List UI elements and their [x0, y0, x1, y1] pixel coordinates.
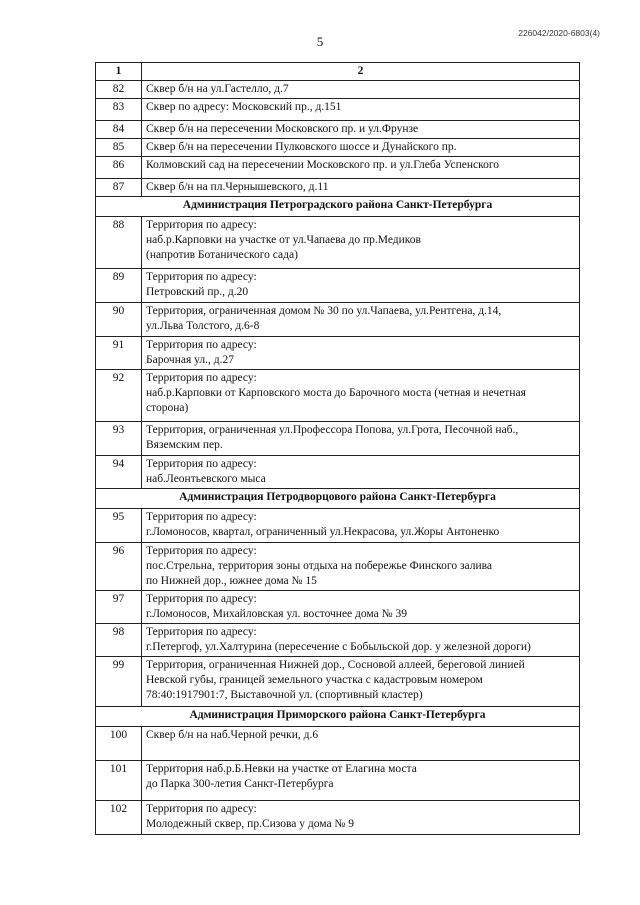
section-header-row	[96, 489, 580, 509]
section-title: Администрация Приморского района Санкт-Петербурга	[96, 707, 580, 727]
row-description	[142, 456, 580, 489]
row-number: 86	[96, 157, 142, 179]
description-line: Сквер б/н на ул.Гастелло, д.7	[146, 83, 289, 95]
description-line: Территория, ограниченная Нижней дор., Сосновой аллеей, береговой линией	[146, 659, 525, 671]
description-line: Территория, ограниченная домом № 30 по ул.Чапаева, ул.Рентгена, д.14,	[146, 305, 502, 317]
row-description	[142, 509, 580, 543]
column-header-description: 2	[142, 63, 580, 81]
row-number: 84	[96, 121, 142, 139]
description-line: Территория по адресу:	[146, 339, 257, 351]
row-number: 93	[96, 422, 142, 456]
row-number: 95	[96, 509, 142, 543]
description-line: Сквер по адресу: Московский пр., д.151	[146, 101, 342, 113]
row-number: 98	[96, 624, 142, 657]
row-description	[142, 370, 580, 422]
description-line: пос.Стрельна, территория зоны отдыха на побережье Финского залива	[146, 560, 492, 572]
description-line: Молодежный сквер, пр.Сизова у дома № 9	[146, 818, 355, 830]
row-description	[142, 99, 580, 121]
row-description	[142, 157, 580, 179]
table-row	[96, 422, 580, 456]
description-line: Территория по адресу:	[146, 593, 257, 605]
row-description	[142, 801, 580, 835]
section-title: Администрация Петроградского района Санкт-Петербурга	[96, 197, 580, 217]
table-row	[96, 121, 580, 139]
row-number: 102	[96, 801, 142, 835]
row-description	[142, 269, 580, 303]
table-row	[96, 543, 580, 591]
description-line: Сквер б/н на наб.Черной речки, д.6	[146, 729, 319, 741]
table-row	[96, 337, 580, 370]
description-line: наб.р.Карповки на участке от ул.Чапаева до пр.Медиков	[146, 234, 421, 246]
table-row	[96, 370, 580, 422]
description-line: (напротив Ботанического сада)	[146, 249, 298, 261]
table-row	[96, 624, 580, 657]
row-number: 89	[96, 269, 142, 303]
description-line: Территория по адресу:	[146, 458, 257, 470]
table-row	[96, 761, 580, 801]
row-number: 88	[96, 217, 142, 269]
table-row	[96, 179, 580, 197]
description-line: г.Ломоносов, квартал, ограниченный ул.Некрасова, ул.Жоры Антоненко	[146, 526, 500, 538]
table-row	[96, 727, 580, 761]
row-number: 90	[96, 303, 142, 337]
row-number: 96	[96, 543, 142, 591]
row-number: 94	[96, 456, 142, 489]
description-line: Территория по адресу:	[146, 372, 257, 384]
description-line: г.Петергоф, ул.Халтурина (пересечение с Бобыльской дор. у железной дороги)	[146, 641, 531, 653]
table-body	[96, 81, 580, 835]
description-line: до Парка 300-летия Санкт-Петербурга	[146, 778, 334, 790]
description-line: Невской губы, границей земельного участка с кадастровым номером	[146, 674, 483, 686]
description-line: Территория по адресу:	[146, 271, 257, 283]
table-row	[96, 99, 580, 121]
description-line: Барочная ул., д.27	[146, 354, 234, 366]
description-line: Территория, ограниченная ул.Профессора Попова, ул.Грота, Песочной наб.,	[146, 424, 519, 436]
description-line: сторона)	[146, 402, 189, 414]
description-line: Территория по адресу:	[146, 803, 257, 815]
table-row	[96, 591, 580, 624]
description-line: Территория по адресу:	[146, 626, 257, 638]
table-row	[96, 801, 580, 835]
row-number: 85	[96, 139, 142, 157]
description-line: Территория по адресу:	[146, 511, 257, 523]
row-number: 92	[96, 370, 142, 422]
table-row	[96, 303, 580, 337]
description-line: Вяземским пер.	[146, 439, 223, 451]
description-line: по Нижней дор., южнее дома № 15	[146, 575, 317, 587]
row-description	[142, 217, 580, 269]
row-number: 97	[96, 591, 142, 624]
row-number: 82	[96, 81, 142, 99]
description-line: наб.Леонтьевского мыса	[146, 473, 266, 485]
document-number: 226042/2020-6803(4)	[518, 28, 600, 38]
description-line: Территория по адресу:	[146, 219, 257, 231]
description-line: ул.Льва Толстого, д.6-8	[146, 320, 260, 332]
description-line: Петровский пр., д.20	[146, 286, 249, 298]
territory-table	[95, 62, 580, 835]
row-description	[142, 303, 580, 337]
row-description	[142, 121, 580, 139]
section-header-row	[96, 197, 580, 217]
section-title: Администрация Петродворцового района Санкт-Петербурга	[96, 489, 580, 509]
description-line: Сквер б/н на пересечении Пулковского шоссе и Дунайского пр.	[146, 141, 457, 153]
row-number: 100	[96, 727, 142, 761]
row-number: 87	[96, 179, 142, 197]
description-line: наб.р.Карповки от Карповского моста до Барочного моста (четная и нечетная	[146, 387, 526, 399]
row-description	[142, 761, 580, 801]
description-line: Сквер б/н на пересечении Московского пр. и ул.Фрунзе	[146, 123, 419, 135]
table-row	[96, 456, 580, 489]
row-number: 101	[96, 761, 142, 801]
row-description	[142, 543, 580, 591]
table-row	[96, 81, 580, 99]
table-header-row	[96, 63, 580, 81]
row-number: 99	[96, 657, 142, 707]
row-description	[142, 139, 580, 157]
description-line: Территория наб.р.Б.Невки на участке от Елагина моста	[146, 763, 417, 775]
page-number: 5	[316, 34, 324, 49]
row-description	[142, 591, 580, 624]
description-line: Территория по адресу:	[146, 545, 257, 557]
table-row	[96, 269, 580, 303]
table-row	[96, 509, 580, 543]
column-header-number: 1	[96, 63, 142, 81]
section-header-row	[96, 707, 580, 727]
row-number: 91	[96, 337, 142, 370]
description-line: г.Ломоносов, Михайловская ул. восточнее дома № 39	[146, 608, 407, 620]
table-row	[96, 657, 580, 707]
table-row	[96, 157, 580, 179]
row-description	[142, 727, 580, 761]
row-number: 83	[96, 99, 142, 121]
row-description	[142, 422, 580, 456]
row-description	[142, 179, 580, 197]
description-line: 78:40:1917901:7, Выставочной ул. (спортивный кластер)	[146, 689, 423, 701]
table-row	[96, 139, 580, 157]
description-line: Сквер б/н на пл.Чернышевского, д.11	[146, 181, 329, 193]
row-description	[142, 81, 580, 99]
row-description	[142, 337, 580, 370]
row-description	[142, 624, 580, 657]
row-description	[142, 657, 580, 707]
table-row	[96, 217, 580, 269]
description-line: Колмовский сад на пересечении Московского пр. и ул.Глеба Успенского	[146, 159, 500, 171]
